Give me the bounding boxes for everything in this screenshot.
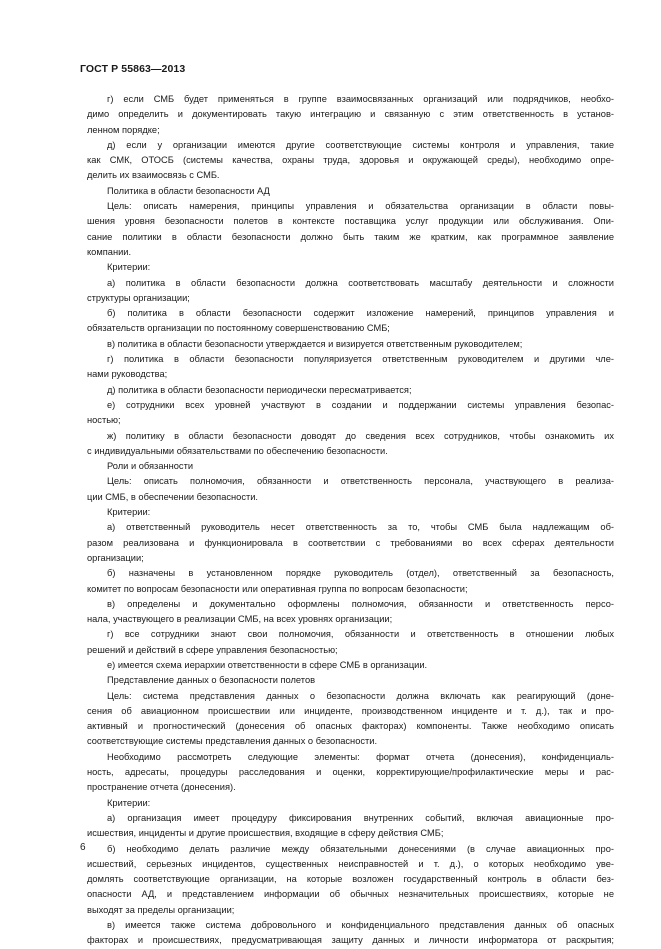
document-body [87, 92, 614, 949]
text-line: соответствующие системы представления данных о безопасности. [87, 736, 378, 747]
text-line: димо определить и документировать такую интеграцию и связанную с этим ответственность в установ- [87, 109, 614, 120]
text-line: исшествий, серьезных инцидентов, существенных неисправностей и т. д.), о которых необходимо уве- [87, 858, 614, 869]
text-line: сание политики в области безопасности должно быть таким же кратким, как программное заявление [87, 231, 614, 242]
text-line: в) определены и документально оформлены полномочия, обязанности и ответственность персо- [107, 598, 614, 609]
document-header: ГОСТ Р 55863—2013 [80, 63, 186, 75]
text-line: ность, адресаты, процедуры расследования и оценки, корректирующие/профилактические меры и рас- [87, 767, 614, 778]
text-line: ленном порядке; [87, 124, 160, 135]
text-line: а) ответственный руководитель несет ответственность за то, чтобы СМБ была надлежащим об- [107, 522, 614, 533]
text-line: нала, участвующего в реализации СМБ, на всех уровнях организации; [87, 614, 393, 625]
text-line: б) необходимо делать различие между обязательными донесениями (в случае авиационных про- [107, 843, 614, 854]
text-line: Политика в области безопасности АД [107, 185, 270, 196]
text-line: Критерии: [107, 797, 151, 808]
text-line: г) если СМБ будет применяться в группе взаимосвязанных организаций или подрядчиков, необхо- [107, 94, 614, 104]
text-line: д) если у организации имеются другие соответствующие системы контроля и управления, такие [107, 139, 614, 150]
text-line: Критерии: [107, 262, 151, 273]
text-line: выходят за пределы организации; [87, 904, 235, 915]
text-line: структуры организации; [87, 292, 190, 303]
text-line: делить их взаимосвязь с СМБ. [87, 170, 220, 181]
text-line: исшествия, инциденты и другие происшествия, входящие в сферу действия СМБ; [87, 828, 444, 839]
text-line: Цель: описать полномочия, обязанности и ответственность персонала, участвующего в реализа- [107, 476, 614, 487]
text-line: шения уровня безопасности полетов в контексте поставщика услуг продукции или обслуживания. Опи- [87, 216, 614, 227]
text-line: опасности АД, и представлением информации об обычных незначительных происшествиях, которые не [87, 889, 614, 900]
text-line: в) имеется также система добровольного и конфиденциального представления данных об опасных [107, 920, 614, 931]
text-line: пространение отчета (донесения). [87, 782, 236, 793]
text-line: в) политика в области безопасности утверждается и визируется ответственным руководителем; [107, 338, 523, 349]
text-line: сения об авиационном происшествии или инциденте, производственном инциденте и т. д.), так и про- [87, 705, 614, 716]
text-line: Цель: система представления данных о безопасности должна включать как реагирующий (доне- [107, 690, 614, 701]
text-line: факторах и происшествиях, предусматривающая защиту данных и личности информатора от раскрытия; [87, 935, 614, 946]
text-line: комитет по вопросам безопасности или оперативная группа по вопросам безопасности; [87, 583, 468, 594]
text-line: Роли и обязанности [107, 461, 194, 472]
text-line: активный и прогностический (донесения об опасных факторах) компоненты. Также необходимо описать [87, 721, 614, 732]
text-line: Цель: описать намерения, принципы управления и обязательства организации в области повы- [107, 201, 614, 212]
text-line: Критерии: [107, 507, 151, 518]
text-line: решений и действий в сфере управления безопасностью; [87, 644, 338, 655]
text-line: домлять соответствующие организации, на которые возложен государственный контроль в области без- [87, 874, 614, 885]
text-line: нами руководства; [87, 369, 168, 380]
text-line: г) политика в области безопасности популяризуется ответственным руководителем и другими чле- [107, 354, 614, 365]
text-line: с индивидуальными обязательствами по обеспечению безопасности. [87, 445, 388, 456]
text-line: ции СМБ, в обеспечении безопасности. [87, 491, 259, 502]
text-line: д) политика в области безопасности периодически пересматривается; [107, 384, 412, 395]
text-line: обязательств организации по постоянному совершенствованию СМБ; [87, 323, 390, 334]
text-line: а) организация имеет процедуру фиксирования внутренних событий, включая авиационные про- [107, 812, 614, 823]
text-line: е) имеется схема иерархии ответственности в сфере СМБ в организации. [107, 659, 428, 670]
page-number: 6 [80, 842, 86, 853]
text-line: Необходимо рассмотреть следующие элементы: формат отчета (донесения), конфиденциаль- [107, 751, 614, 762]
text-line: ностью; [87, 415, 121, 426]
text-line: г) все сотрудники знают свои полномочия, обязанности и ответственность в отношении любых [107, 629, 614, 640]
text-line: ж) политику в области безопасности доводят до сведения всех сотрудников, чтобы ознакомить их [107, 430, 614, 441]
text-line: а) политика в области безопасности должна соответствовать масштабу деятельности и сложности [107, 277, 614, 288]
text-line: е) сотрудники всех уровней участвуют в создании и поддержании системы управления безопас- [107, 399, 614, 410]
text-line: Представление данных о безопасности полетов [107, 675, 316, 686]
text-line: организации; [87, 552, 144, 563]
text-line: б) назначены в установленном порядке руководитель (отдел), ответственный за безопасность, [107, 568, 614, 579]
text-line: б) политика в области безопасности содержит изложение намерений, принципов управления и [107, 308, 614, 319]
text-line: разом реализована и функционировала в соответствии с требованиями во всех сферах деятельности [87, 537, 614, 548]
text-line: как СМК, ОТОСБ (системы качества, охраны труда, здоровья и окружающей среды), необходимо опре- [87, 155, 614, 166]
text-line: компании. [87, 246, 132, 257]
